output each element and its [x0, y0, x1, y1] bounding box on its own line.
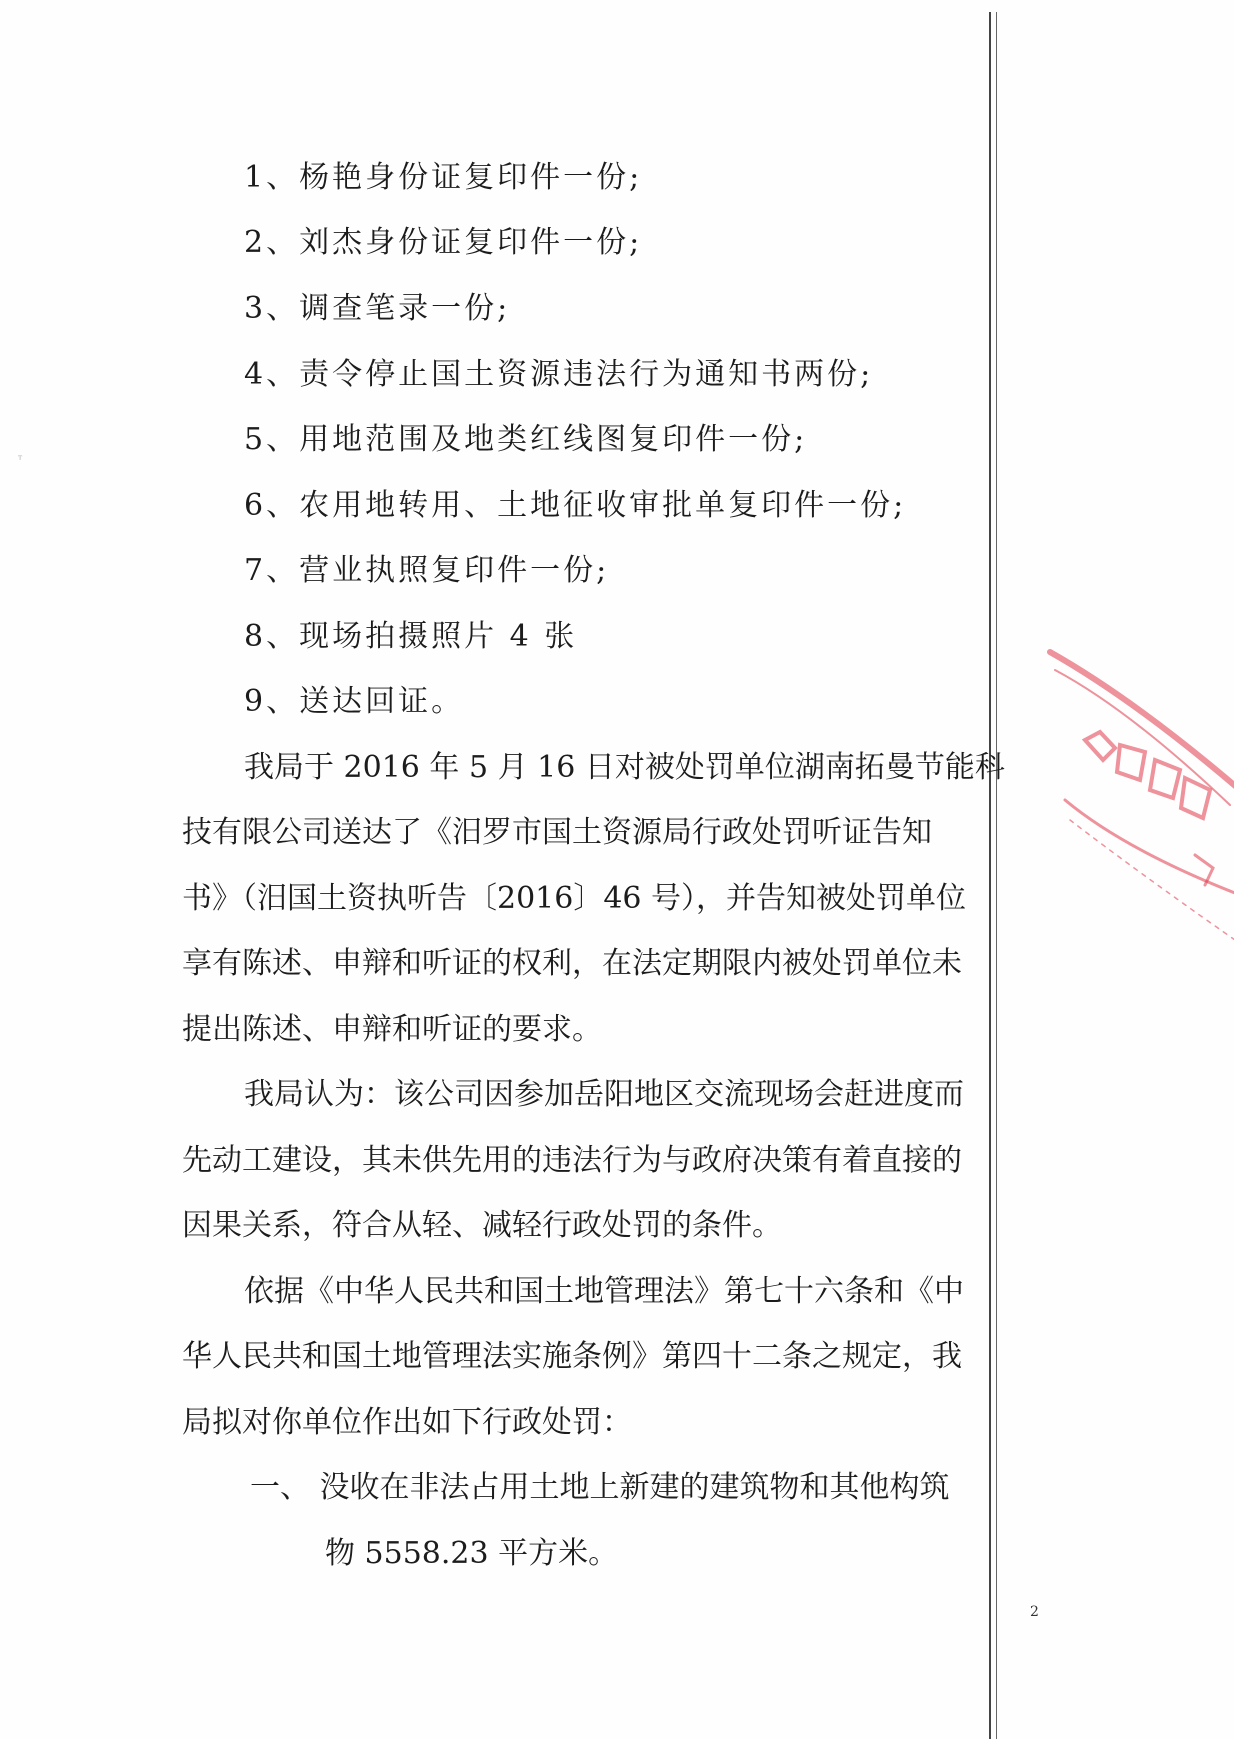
- attachment-item: 6、农用地转用、土地征收审批单复印件一份;: [244, 488, 907, 523]
- paragraph-line: 先动工建设，其未供先用的违法行为与政府决策有着直接的: [182, 1143, 962, 1178]
- attachment-item: 9、送达回证。: [244, 684, 465, 719]
- penalty-item: 一、 没收在非法占用土地上新建的建筑物和其他构筑: [250, 1470, 950, 1505]
- scan-fold-line: [996, 12, 997, 1739]
- page-number: 2: [1030, 1604, 1039, 1620]
- official-seal-stamp: [1045, 640, 1234, 970]
- scan-fold-line: [989, 12, 991, 1739]
- attachment-item: 5、用地范围及地类红线图复印件一份;: [244, 422, 808, 457]
- paragraph-line: 依据《中华人民共和国土地管理法》第七十六条和《中: [244, 1274, 964, 1309]
- attachment-item: 1、杨艳身份证复印件一份;: [244, 160, 643, 195]
- paragraph-line: 局拟对你单位作出如下行政处罚：: [182, 1405, 632, 1440]
- paragraph-line: 我局认为：该公司因参加岳阳地区交流现场会赶进度而: [244, 1077, 964, 1112]
- attachment-item: 2、刘杰身份证复印件一份;: [244, 225, 643, 260]
- paragraph-line: 我局于 2016 年 5 月 16 日对被处罚单位湖南拓曼节能科: [244, 750, 1005, 785]
- paragraph-line: 享有陈述、申辩和听证的权利，在法定期限内被处罚单位未: [182, 946, 962, 981]
- paragraph-line: 技有限公司送达了《汨罗市国土资源局行政处罚听证告知: [182, 815, 932, 850]
- seal-icon: [1045, 640, 1234, 970]
- attachment-item: 7、营业执照复印件一份;: [244, 553, 610, 588]
- attachment-item: 8、现场拍摄照片 4 张: [244, 619, 578, 654]
- paragraph-line: 书》（汨国土资执听告〔2016〕46 号），并告知被处罚单位: [182, 881, 967, 916]
- attachment-item: 4、责令停止国土资源违法行为通知书两份;: [244, 357, 874, 392]
- penalty-item-continuation: 物 5558.23 平方米。: [325, 1536, 619, 1571]
- paragraph-line: 因果关系，符合从轻、减轻行政处罚的条件。: [182, 1208, 782, 1243]
- paragraph-line: 提出陈述、申辩和听证的要求。: [182, 1012, 602, 1047]
- paragraph-line: 华人民共和国土地管理法实施条例》第四十二条之规定，我: [182, 1339, 962, 1374]
- scan-speck: ᵀ: [18, 455, 23, 466]
- attachment-item: 3、调查笔录一份;: [244, 291, 511, 326]
